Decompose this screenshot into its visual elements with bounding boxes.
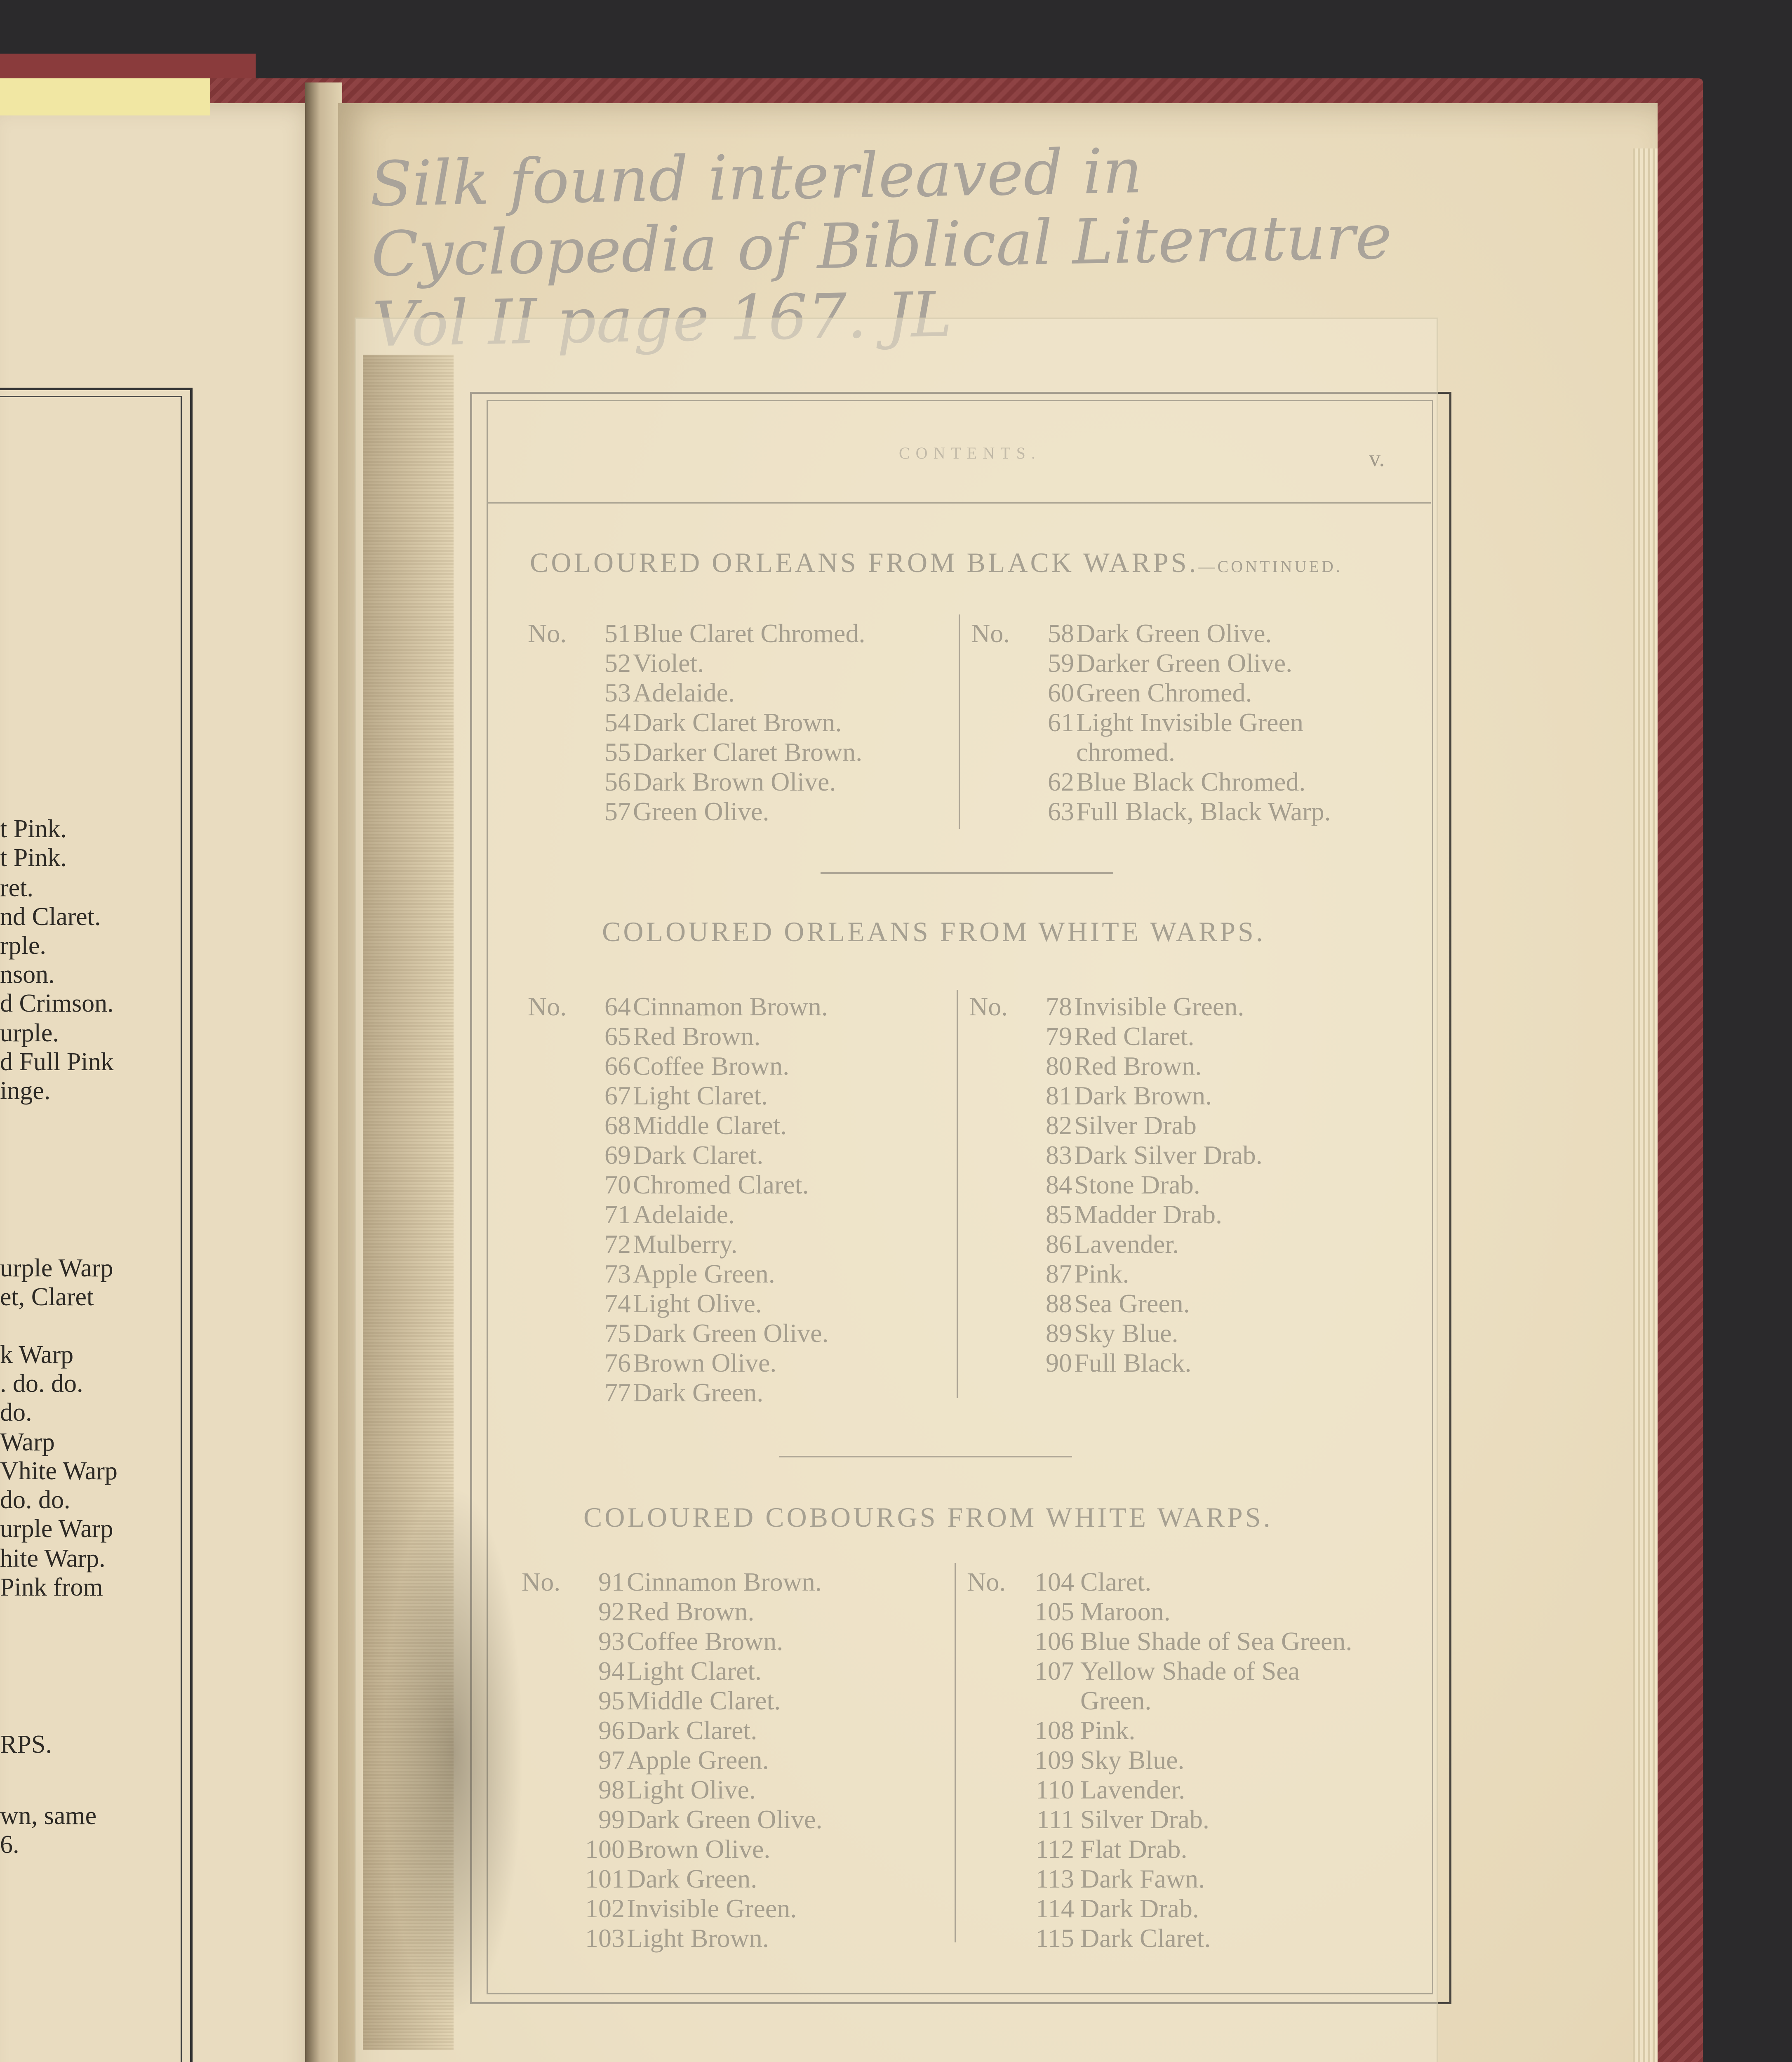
left-page-text-fragment: wn, same xyxy=(0,1802,97,1830)
left-page-text-fragment: do. xyxy=(0,1398,32,1426)
left-page-text-fragment: hite Warp. xyxy=(0,1544,106,1572)
left-page-text-fragment: urple Warp xyxy=(0,1254,113,1282)
left-page-text-fragment: do. do. xyxy=(0,1486,71,1514)
left-page-text-fragment: RPS. xyxy=(0,1730,52,1758)
left-page-text-fragment: nson. xyxy=(0,960,55,989)
left-page-text-fragment: d Crimson. xyxy=(0,989,114,1017)
left-page-text-fragment: inge. xyxy=(0,1077,51,1105)
yellow-bookmark-tab xyxy=(0,78,210,115)
handwritten-note: Silk found interleaved in Cyclopedia of Biblical Literature JL xyxy=(369,135,1392,352)
left-page xyxy=(0,103,326,2062)
left-page-text-fragment: urple. xyxy=(0,1019,59,1047)
left-page-text-fragment: t Pink. xyxy=(0,815,67,843)
left-page-text-fragment: k Warp xyxy=(0,1341,74,1369)
left-page-text-fragment: rple. xyxy=(0,932,46,960)
left-page-text-fragment: Pink from xyxy=(0,1573,103,1601)
left-page-text-fragment: 6. xyxy=(0,1831,19,1859)
left-page-text-fragment: d Full Pink xyxy=(0,1048,114,1076)
left-page-text-fragment: Vhite Warp xyxy=(0,1457,118,1485)
left-page-text-fragment: ret. xyxy=(0,874,33,902)
page-edges xyxy=(1633,148,1658,2062)
spine-gutter xyxy=(305,82,342,2062)
left-page-text-fragment: Warp xyxy=(0,1428,55,1456)
left-page-text-fragment: urple Warp xyxy=(0,1515,113,1543)
left-page-text-fragment: nd Claret. xyxy=(0,903,101,931)
left-page-text-fragment: t Pink. xyxy=(0,844,67,872)
silk-swatch-shadow xyxy=(383,1485,524,2021)
left-page-text-fragment: et, Claret xyxy=(0,1283,94,1311)
left-page-text-fragment: . do. do. xyxy=(0,1370,83,1398)
